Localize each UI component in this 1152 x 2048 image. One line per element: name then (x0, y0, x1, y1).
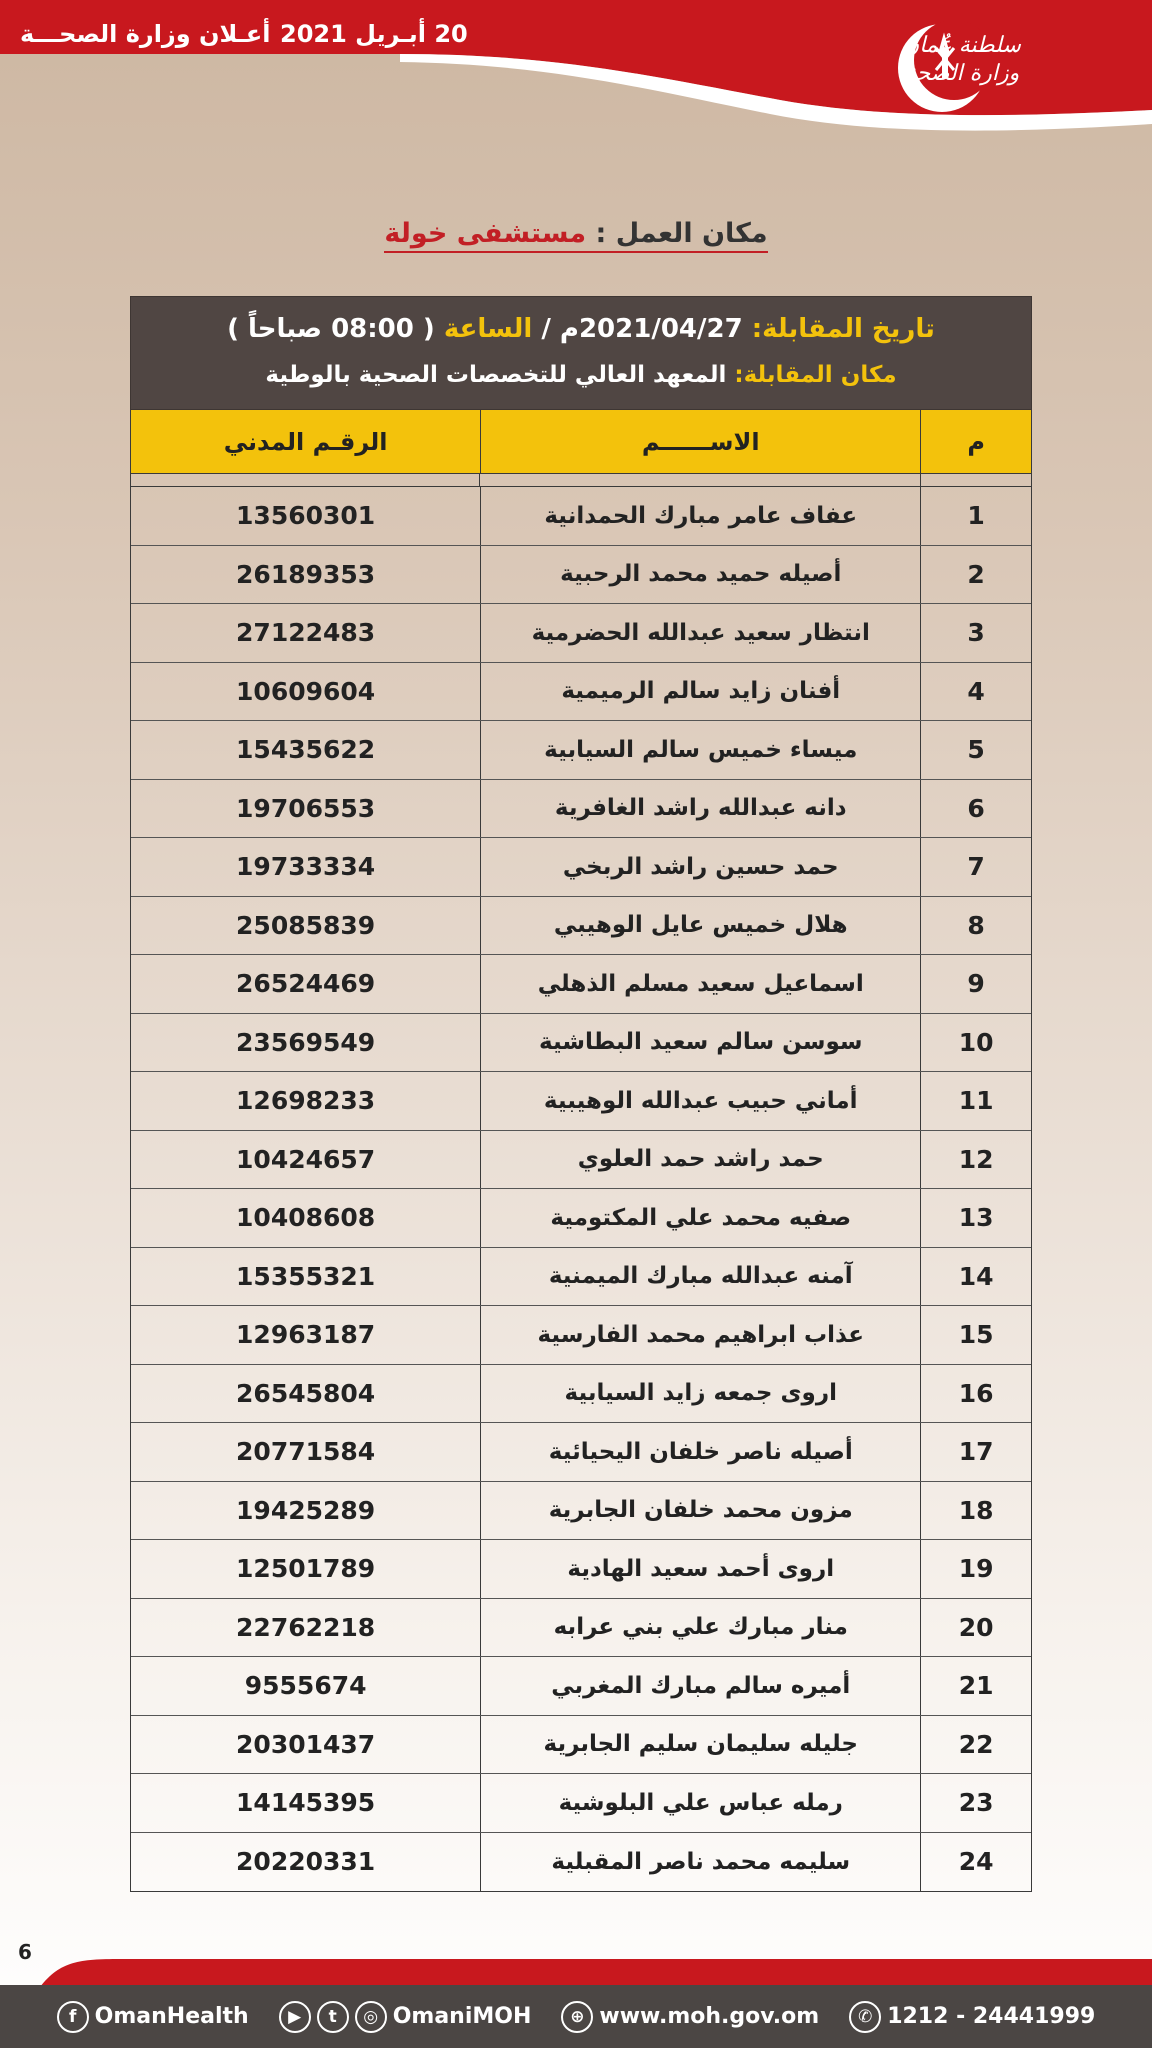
interview-time-label: الساعة (443, 314, 533, 344)
twitter-icon: t (317, 2001, 349, 2033)
row-civil-id: 26545804 (236, 1378, 376, 1408)
row-number: 13 (920, 1189, 1031, 1247)
footer-facebook-handle: OmanHealth (94, 2004, 249, 2029)
footer-facebook[interactable] (57, 2001, 249, 2033)
row-civil-id: 26189353 (236, 559, 376, 589)
row-name: اروى جمعه زايد السيابية (480, 1365, 920, 1423)
row-name: دانه عبدالله راشد الغافرية (480, 780, 920, 838)
row-number: 3 (920, 604, 1031, 662)
row-name: اسماعيل سعيد مسلم الذهلي (480, 955, 920, 1013)
table-row (131, 546, 1031, 605)
row-name: انتظار سعيد عبدالله الحضرمية (480, 604, 920, 662)
table-row (131, 1365, 1031, 1424)
row-name: أصيله ناصر خلفان اليحيائية (480, 1423, 920, 1481)
row-civil-id: 10408608 (236, 1203, 376, 1233)
row-civil-id: 15355321 (236, 1261, 376, 1291)
row-name: أصيله حميد محمد الرحبية (480, 546, 920, 604)
column-header-name: الاســــــم (480, 410, 920, 473)
row-name: سوسن سالم سعيد البطاشية (480, 1014, 920, 1072)
row-civil-id: 10609604 (236, 676, 376, 706)
row-number: 14 (920, 1248, 1031, 1306)
table-row (131, 1657, 1031, 1716)
row-civil-id: 26524469 (236, 969, 376, 999)
row-civil-id: 15435622 (236, 735, 376, 765)
interview-place-label: مكان المقابلة: (734, 362, 897, 388)
logo-wordmark (892, 32, 1032, 88)
row-number: 7 (920, 838, 1031, 896)
row-name: رمله عباس علي البلوشية (480, 1774, 920, 1832)
table-row (131, 1072, 1031, 1131)
header-banner (0, 0, 1152, 135)
row-number: 8 (920, 897, 1031, 955)
row-civil-id: 20771584 (236, 1437, 376, 1467)
row-number: 5 (920, 721, 1031, 779)
table-row (131, 1540, 1031, 1599)
row-civil-id: 25085839 (236, 910, 376, 940)
table-spacer (130, 474, 1032, 486)
row-civil-id: 23569549 (236, 1027, 376, 1057)
row-name: عفاف عامر مبارك الحمدانية (480, 487, 920, 545)
footer-phone-number: 1212 - 24441999 (887, 2004, 1096, 2029)
row-number: 11 (920, 1072, 1031, 1130)
interview-separator: / (541, 314, 551, 344)
interview-info-header (130, 296, 1032, 410)
row-name: هلال خميس عايل الوهيبي (480, 897, 920, 955)
row-number: 4 (920, 663, 1031, 721)
workplace-label: مكان العمل : (595, 218, 768, 249)
workplace-heading (0, 218, 1152, 253)
row-civil-id: 9555674 (244, 1671, 367, 1701)
row-civil-id: 19425289 (236, 1495, 376, 1525)
table-row (131, 1774, 1031, 1833)
row-name: حمد راشد حمد العلوي (480, 1131, 920, 1189)
row-name: اروى أحمد سعيد الهادية (480, 1540, 920, 1598)
table-row (131, 897, 1031, 956)
footer-website-url: www.moh.gov.om (599, 2004, 820, 2029)
row-civil-id: 12501789 (236, 1554, 376, 1584)
row-name: أماني حبيب عبدالله الوهيبية (480, 1072, 920, 1130)
row-civil-id: 12963187 (236, 1320, 376, 1350)
table-row (131, 780, 1031, 839)
interview-place-value: المعهد العالي للتخصصات الصحية بالوطية (265, 362, 727, 388)
table-row (131, 838, 1031, 897)
table-row (131, 955, 1031, 1014)
row-name: منار مبارك علي بني عرابه (480, 1599, 920, 1657)
candidates-table (130, 296, 1032, 1892)
web-icon: ⊕ (561, 2001, 593, 2033)
table-row (131, 1131, 1031, 1190)
row-name: حمد حسين راشد الربخي (480, 838, 920, 896)
row-name: مزون محمد خلفان الجابرية (480, 1482, 920, 1540)
table-row (131, 1014, 1031, 1073)
logo-line-2: وزارة الصحة (904, 61, 1020, 86)
table-row (131, 1716, 1031, 1775)
row-civil-id: 10424657 (236, 1144, 376, 1174)
column-header-civil-id: الرقـم المدني (223, 427, 388, 456)
row-number: 17 (920, 1423, 1031, 1481)
row-civil-id: 12698233 (236, 1086, 376, 1116)
table-row (131, 1248, 1031, 1307)
table-row (131, 1599, 1031, 1658)
page-number: 6 (18, 1940, 32, 1964)
youtube-icon: ▶ (279, 2001, 311, 2033)
row-number: 23 (920, 1774, 1031, 1832)
column-header-number: م (920, 410, 1031, 473)
row-name: سليمه محمد ناصر المقبلية (480, 1833, 920, 1892)
row-number: 22 (920, 1716, 1031, 1774)
row-name: عذاب ابراهيم محمد الفارسية (480, 1306, 920, 1364)
row-number: 20 (920, 1599, 1031, 1657)
row-number: 6 (920, 780, 1031, 838)
phone-icon: ✆ (849, 2001, 881, 2033)
table-row (131, 487, 1031, 546)
table-row (131, 1482, 1031, 1541)
row-number: 2 (920, 546, 1031, 604)
row-civil-id: 20220331 (236, 1847, 376, 1877)
table-row (131, 1833, 1031, 1892)
row-name: ميساء خميس سالم السيابية (480, 721, 920, 779)
table-body (130, 486, 1032, 1892)
row-civil-id: 20301437 (236, 1729, 376, 1759)
row-number: 9 (920, 955, 1031, 1013)
row-number: 21 (920, 1657, 1031, 1715)
row-civil-id: 27122483 (236, 618, 376, 648)
row-civil-id: 19733334 (236, 852, 376, 882)
row-civil-id: 13560301 (236, 501, 376, 531)
row-number: 10 (920, 1014, 1031, 1072)
footer-website[interactable] (561, 2001, 819, 2033)
table-row (131, 604, 1031, 663)
ministry-logo (892, 18, 1132, 118)
row-name: آمنه عبدالله مبارك الميمنية (480, 1248, 920, 1306)
footer-phone[interactable] (849, 2001, 1095, 2033)
table-row (131, 663, 1031, 722)
footer-social-handle: OmaniMOH (392, 2004, 532, 2029)
table-row (131, 1423, 1031, 1482)
row-name: أميره سالم مبارك المغربي (480, 1657, 920, 1715)
row-civil-id: 22762218 (236, 1612, 376, 1642)
footer-bar (0, 1985, 1152, 2048)
row-civil-id: 19706553 (236, 793, 376, 823)
facebook-icon: f (57, 2001, 89, 2033)
row-name: جليله سليمان سليم الجابرية (480, 1716, 920, 1774)
interview-date-line (131, 297, 1031, 349)
row-name: صفيه محمد علي المكتومية (480, 1189, 920, 1247)
column-headers (130, 410, 1032, 474)
row-number: 12 (920, 1131, 1031, 1189)
row-number: 18 (920, 1482, 1031, 1540)
workplace-value: مستشفى خولة (384, 218, 587, 249)
interview-date-label: تاريخ المقابلة: (751, 314, 935, 344)
table-row (131, 721, 1031, 780)
row-number: 16 (920, 1365, 1031, 1423)
row-number: 24 (920, 1833, 1031, 1892)
instagram-icon: ◎ (355, 2001, 387, 2033)
row-number: 1 (920, 487, 1031, 545)
header-date: 20 أبـريل 2021 (280, 20, 468, 48)
interview-time-value: ( 08:00 صباحاً ) (227, 314, 435, 344)
header-title: أعـلان وزارة الصحـــة (20, 20, 271, 48)
logo-line-1: سلطنة عُمان (903, 33, 1021, 58)
interview-place-line (131, 349, 1031, 395)
footer-wave (0, 1955, 1152, 1987)
interview-date-value: 2021/04/27م (559, 314, 743, 344)
table-row (131, 1189, 1031, 1248)
row-number: 19 (920, 1540, 1031, 1598)
row-civil-id: 14145395 (236, 1788, 376, 1818)
row-name: أفنان زايد سالم الرميمية (480, 663, 920, 721)
footer-social[interactable] (279, 2001, 532, 2033)
row-number: 15 (920, 1306, 1031, 1364)
table-row (131, 1306, 1031, 1365)
